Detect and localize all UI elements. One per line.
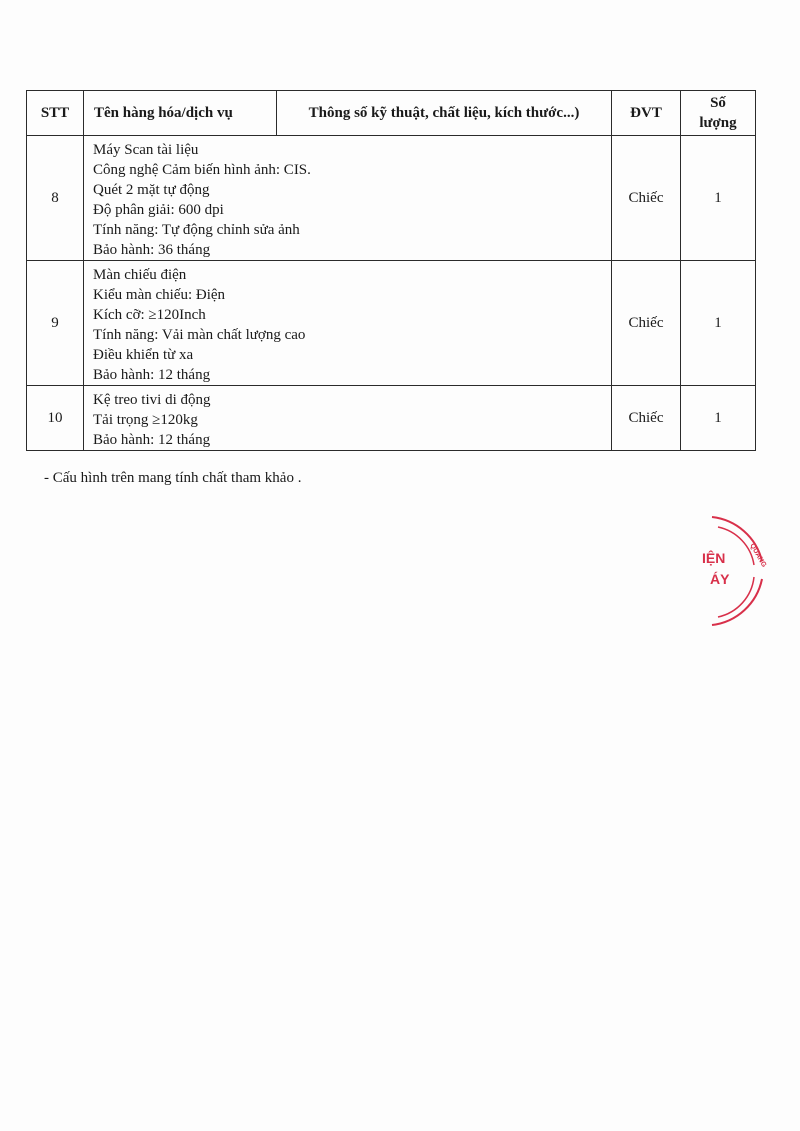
- description-line: Độ phân giải: 600 dpi: [93, 202, 224, 218]
- description-line: Tính năng: Vải màn chất lượng cao: [93, 327, 306, 343]
- row-unit: Chiếc: [612, 136, 681, 261]
- row-unit: Chiếc: [612, 386, 681, 451]
- company-stamp: [700, 505, 800, 635]
- description-line: Điều khiển từ xa: [93, 347, 194, 363]
- row-stt: 10: [27, 386, 84, 451]
- description-line: Tính năng: Tự động chỉnh sửa ảnh: [93, 222, 300, 238]
- header-qty: [681, 91, 756, 136]
- footnote: - Cấu hình trên mang tính chất tham khảo .: [44, 470, 302, 486]
- stamp-text-line1: IỆN: [702, 550, 726, 566]
- table-row: [27, 386, 756, 451]
- description-line: Kiểu màn chiếu: Điện: [93, 287, 226, 303]
- description-line: Tải trọng ≥120kg: [93, 412, 198, 428]
- description-line: Bảo hành: 12 tháng: [93, 367, 211, 383]
- row-stt: 9: [27, 261, 84, 386]
- header-qty-line2: lượng: [699, 115, 737, 131]
- description-line: Quét 2 mặt tự động: [93, 182, 210, 198]
- header-qty-line1: Số: [710, 95, 726, 111]
- header-unit: ĐVT: [612, 91, 681, 136]
- row-description: [84, 136, 612, 261]
- stamp-ring-text: QUANG: [748, 542, 768, 569]
- description-line: Bảo hành: 12 tháng: [93, 432, 211, 448]
- description-line: Kích cỡ: ≥120Inch: [93, 307, 206, 323]
- row-description: [84, 386, 612, 451]
- description-line: Công nghệ Cảm biến hình ảnh: CIS.: [93, 162, 311, 178]
- stamp-text-line2: ÁY: [710, 571, 730, 587]
- row-description: [84, 261, 612, 386]
- specification-table: [26, 90, 756, 451]
- table-row: [27, 136, 756, 261]
- description-line: Máy Scan tài liệu: [93, 142, 199, 158]
- description-line: Bảo hành: 36 tháng: [93, 242, 211, 258]
- header-name: Tên hàng hóa/dịch vụ: [84, 91, 277, 136]
- table-row: [27, 261, 756, 386]
- header-stt: STT: [27, 91, 84, 136]
- row-unit: Chiếc: [612, 261, 681, 386]
- row-qty: 1: [681, 386, 756, 451]
- description-line: Màn chiếu điện: [93, 267, 187, 283]
- header-spec: Thông số kỹ thuật, chất liệu, kích thước...): [277, 91, 612, 136]
- row-qty: 1: [681, 136, 756, 261]
- description-line: Kệ treo tivi di động: [93, 392, 211, 408]
- table-header-row: [27, 91, 756, 136]
- row-stt: 8: [27, 136, 84, 261]
- row-qty: 1: [681, 261, 756, 386]
